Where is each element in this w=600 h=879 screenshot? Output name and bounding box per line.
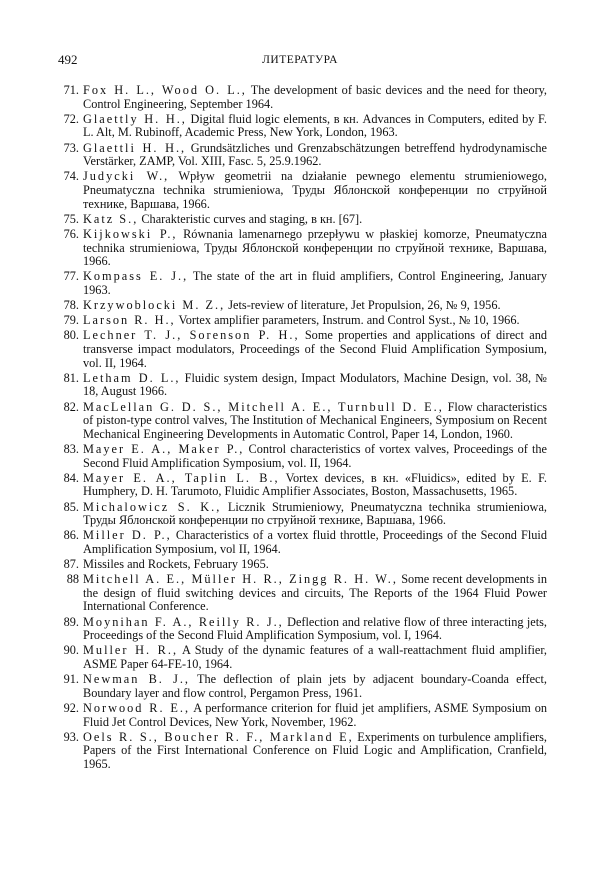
reference-number: 82.	[63, 399, 79, 414]
reference-number: 78.	[63, 298, 79, 313]
reference-number: 88	[66, 572, 79, 587]
reference-item	[57, 401, 547, 442]
reference-authors: Katz S.,	[83, 211, 139, 226]
reference-number: 79.	[63, 313, 79, 328]
reference-text: Some properties and applications of direct and transverse impact modulators, Proceedings of the Second Fluid Amplification Symposium, vol. II, 1964.	[83, 328, 547, 370]
reference-item	[57, 113, 547, 140]
reference-authors: Norwood R. E.,	[83, 701, 191, 715]
reference-item	[57, 228, 547, 269]
reference-item	[57, 314, 547, 328]
reference-item	[57, 501, 547, 528]
reference-text: Characteristics of a vortex fluid throttle, Proceedings of the Second Fluid Amplification Symposium, vol II, 1964.	[83, 528, 548, 556]
reference-number: 90.	[63, 643, 79, 658]
reference-text: Experiments on turbulence amplifiers, Papers of the First International Conference on Fluid Logic and Amplification, Cranfield, 1965.	[83, 729, 547, 771]
reference-item	[57, 573, 547, 614]
reference-item	[57, 142, 547, 169]
reference-text: Grundsätzliches und Grenzabschätzungen betreffend hydrodynamische Verstärker, ZAMP, Vol. XIII, Fasc. 5, 25.9.1962.	[83, 140, 548, 169]
reference-text: Jets-review of literature, Jet Propulsion, 26, № 9, 1956.	[225, 298, 501, 313]
reference-text: Charakteristic curves and staging, в кн. [67].	[138, 211, 363, 226]
reference-item	[57, 299, 547, 313]
reference-text: The deflection of plain jets by adjacent boundary-Coanda effect, Boundary layer and flow control, Pergamon Press, 1961.	[83, 672, 548, 700]
reference-authors: Mayer E. A., Taplin L. B.,	[83, 470, 280, 485]
reference-item	[57, 329, 547, 370]
reference-authors: Kijkowski P.,	[83, 226, 178, 241]
reference-text: Vortex devices, в кн. «Fluidics», edited by E. F. Humphery, D. H. Tarumoto, Fluidic Amplifier Associates, Boston, Massachusetts, 1965.	[83, 470, 548, 499]
reference-item	[57, 170, 547, 211]
reference-authors: Mayer E. A., Maker P.,	[83, 441, 245, 456]
reference-authors: Muller H. R.,	[83, 643, 179, 658]
reference-number: 87.	[63, 557, 79, 572]
page-number: 492	[58, 52, 78, 67]
reference-authors: Kompass E. J.,	[83, 269, 189, 284]
reference-text: Vortex amplifier parameters, Instrum. and Control Syst., № 10, 1966.	[175, 313, 520, 328]
running-title: ЛИТЕРАТУРА	[262, 54, 338, 66]
reference-authors: Letham D. L.,	[83, 370, 181, 385]
reference-item	[57, 644, 547, 671]
reference-number: 74.	[63, 169, 79, 184]
reference-item	[57, 270, 547, 297]
reference-number: 91.	[63, 672, 79, 687]
reference-text: A Study of the dynamic features of a wall-reattachment fluid amplifier, ASME Paper 64-FE-10, 1964.	[83, 643, 548, 672]
reference-item	[57, 558, 547, 572]
reference-item	[57, 616, 547, 643]
reference-number: 84.	[63, 470, 79, 485]
reference-number: 73.	[63, 140, 79, 155]
reference-number: 77.	[63, 269, 79, 284]
reference-number: 71.	[63, 83, 79, 97]
reference-item	[57, 702, 547, 729]
reference-authors: Glaettly H. H.,	[83, 111, 187, 126]
reference-item	[57, 213, 547, 227]
reference-item	[57, 443, 547, 470]
reference-item	[57, 472, 547, 499]
reference-number: 80.	[63, 328, 79, 343]
reference-text: Missiles and Rockets, February 1965.	[83, 557, 269, 572]
reference-number: 85.	[63, 499, 79, 514]
reference-number: 89.	[63, 614, 79, 629]
reference-authors: Krzywoblocki M. Z.,	[83, 298, 226, 313]
reference-authors: Larson R. H.,	[83, 313, 176, 328]
reference-authors: Mitchell A. E., Müller H. R., Zingg R. H. W.,	[83, 572, 398, 587]
reference-authors: Oels R. S., Boucher R. F., Markland E,	[83, 729, 354, 744]
reference-text: Licznik Strumieniowy, Pneumatyczna technika strumieniowa, Труды Яблонской конференции по струйной технике, Варшава, 1966.	[83, 499, 547, 528]
reference-item	[57, 673, 547, 700]
reference-authors: Moynihan F. A., Reilly R. J.,	[83, 614, 284, 629]
reference-text: The state of the art in fluid amplifiers, Control Engineering, January 1963.	[83, 269, 547, 297]
reference-number: 83.	[63, 441, 79, 456]
reference-text: Control characteristics of vortex valves, Proceedings of the Second Fluid Amplification Symposium, vol. II, 1964.	[83, 441, 547, 470]
reference-number: 92.	[63, 701, 79, 715]
reference-authors: Michalowicz S. K.,	[83, 499, 222, 514]
reference-number: 86.	[63, 528, 79, 543]
reference-text: Równania lamenarnego przepływu w płaskiej komorze, Pneumatyczna technika strumieniowa, Труды Яблонской конференции по струйной технике, Варшава, 1966.	[83, 226, 547, 269]
reference-authors: Judycki W.,	[83, 169, 170, 184]
reference-number: 75.	[63, 211, 79, 226]
reference-text: A performance criterion for fluid jet amplifiers, ASME Symposium on Fluid Jet Control Devices, New York, November, 1962.	[83, 701, 548, 729]
reference-item	[57, 529, 547, 556]
reference-authors: Fox H. L., Wood O. L.,	[83, 83, 247, 97]
reference-text: Some recent developments in the design of fluid switching devices and circuits, The Reports of the 1964 Fluid Power International Conference.	[83, 572, 547, 614]
reference-authors: Lechner T. J., Sorenson P. H.,	[83, 328, 300, 343]
reference-authors: MacLellan G. D. S., Mitchell A. E., Turnbull D. E.,	[83, 399, 444, 414]
reference-text: The development of basic devices and the need for theory, Control Engineering, September 1964.	[83, 83, 547, 111]
page-header	[52, 52, 548, 68]
reference-item	[57, 372, 547, 399]
reference-authors: Miller D. P.,	[83, 528, 172, 543]
reference-text: Digital fluid logic elements, в кн. Advances in Computers, edited by F. L. Alt, M. Rubinoff, Academic Press, New York, London, 1963.	[83, 111, 547, 140]
reference-authors: Glaettli H. H.,	[83, 140, 187, 155]
reference-number: 76.	[63, 226, 79, 241]
reference-text: Deflection and relative flow of three interacting jets, Proceedings of the Second Fluid Amplification Symposium, vol. I, 1964.	[83, 614, 547, 643]
reference-text: Wpływ geometrii na działanie pewnego elementu strumieniowego, Pneumatyczna technika strumieniowa, Труды Яблонской конференции по струйной технике, Варшава, 1966.	[83, 169, 547, 211]
reference-text: Fluidic system design, Impact Modulators, Machine Design, vol. 38, № 18, August 1966.	[83, 370, 547, 399]
reference-list	[57, 84, 547, 773]
reference-number: 72.	[63, 111, 79, 126]
reference-authors: Newman B. J.,	[83, 672, 191, 687]
reference-number: 81.	[63, 370, 79, 385]
reference-item	[57, 84, 547, 111]
reference-item	[57, 731, 547, 772]
reference-number: 93.	[63, 729, 79, 744]
reference-text: Flow characteristics of piston-type control valves, The Institution of Mechanical Engineers, Symposium on Recent Mechanical Engineering Developments in Automatic Control, Paper 14, London, 1960.	[83, 399, 547, 441]
